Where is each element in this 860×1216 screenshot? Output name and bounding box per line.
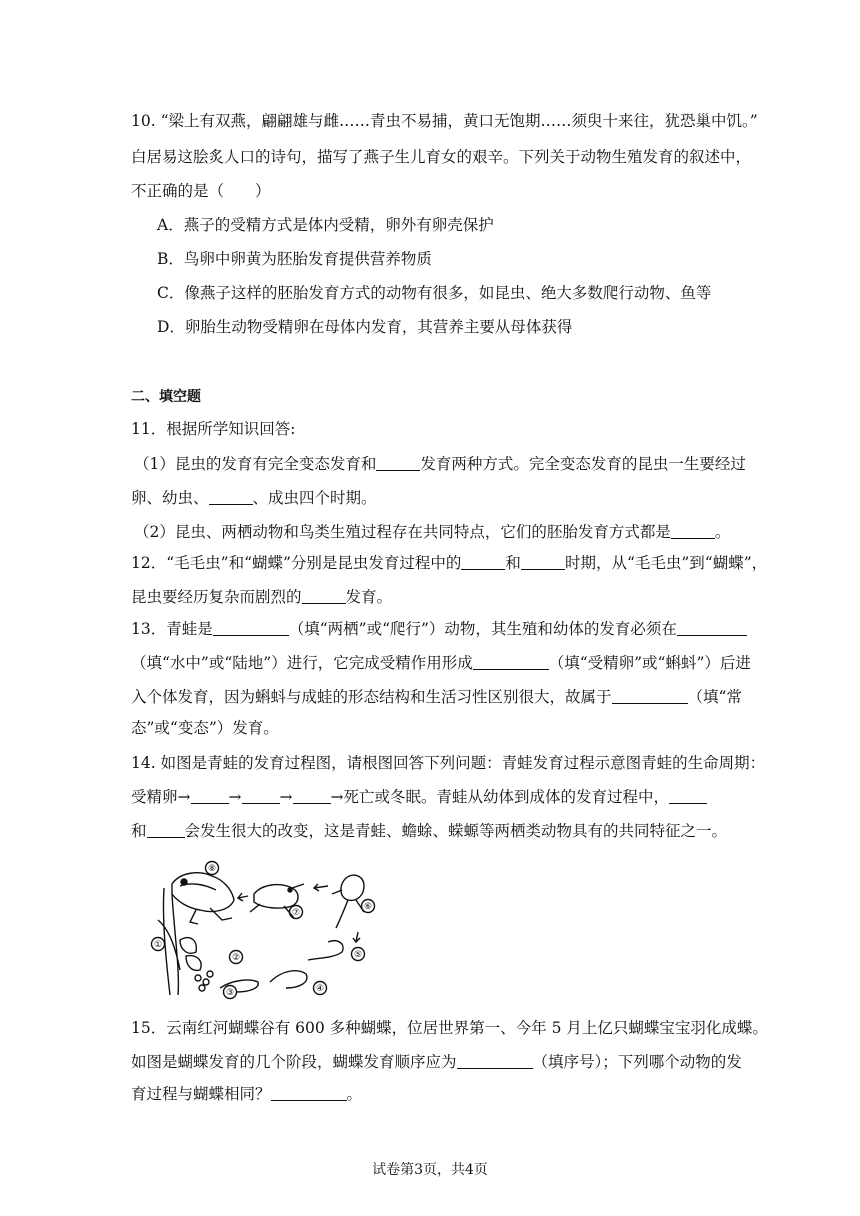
- figure-label: ⑤: [353, 950, 363, 960]
- answer-blank[interactable]: [677, 619, 747, 636]
- figure-label: ③: [225, 988, 235, 998]
- answer-blank[interactable]: [191, 787, 229, 804]
- figure-label: ⑥: [363, 902, 373, 912]
- answer-blank[interactable]: [461, 553, 505, 570]
- question-11-stem: 11．根据所学知识回答:: [131, 420, 296, 438]
- answer-blank[interactable]: [209, 488, 253, 505]
- option-d[interactable]: D．卵胎生动物受精卵在母体内发育，其营养主要从母体获得: [157, 318, 573, 336]
- answer-blank[interactable]: [213, 619, 289, 636]
- answer-blank[interactable]: [376, 454, 420, 471]
- answer-blank[interactable]: [671, 522, 715, 539]
- option-b[interactable]: B．鸟卵中卵黄为胚胎发育提供营养物质: [157, 250, 432, 268]
- question-14-line-2: 受精卵→ → → →死亡或冬眠。青蛙从幼体到成体的发育过程中，: [131, 786, 707, 808]
- figure-label: ⑦: [291, 908, 301, 918]
- answer-blank[interactable]: [271, 1084, 347, 1101]
- answer-blank[interactable]: [242, 787, 280, 804]
- question-10-line-3: 不正确的是（ ）: [131, 182, 271, 200]
- question-15-line-1: 15．云南红河蝴蝶谷有 600 多种蝴蝶，位居世界第一、今年 5 月上亿只蝴蝶宝宝羽化成蝶。: [131, 1019, 768, 1037]
- question-10-line-1: 10. “梁上有双燕，翩翩雄与雌……青虫不易捕，黄口无饱期……须臾十来往，犹恐巢中饥。”: [131, 112, 758, 130]
- answer-blank[interactable]: [302, 587, 346, 604]
- option-a[interactable]: A．燕子的受精方式是体内受精，卵外有卵壳保护: [157, 216, 494, 234]
- answer-blank[interactable]: [521, 553, 565, 570]
- question-12-line-2: 昆虫要经历复杂而剧烈的 发育。: [131, 588, 393, 606]
- question-15-line-3: 育过程与蝴蝶相同？ 。: [131, 1085, 363, 1103]
- frog-life-cycle-figure: [150, 860, 386, 1000]
- figure-label: ④: [315, 984, 325, 994]
- question-11-part-1-line-2: 卵、幼虫、 、成虫四个时期。: [131, 489, 377, 507]
- page-footer: 试卷第3页，共4页: [372, 1162, 488, 1178]
- question-11-part-1-line-1: （1）昆虫的发育有完全变态发育和 发育两种方式。完全变态发育的昆虫一生要经过: [134, 455, 746, 473]
- adult-frog: [172, 873, 234, 912]
- question-15-line-2: 如图是蝴蝶发育的几个阶段，蝴蝶发育顺序应为 （填序号）；下列哪个动物的发: [131, 1053, 742, 1071]
- question-12-line-1: 12．“毛毛虫”和“蝴蝶”分别是昆虫发育过程中的 和 时期，从“毛毛虫”到“蝴蝶”，: [131, 554, 768, 572]
- question-13-line-3: 入个体发育，因为蝌蚪与成蛙的形态结构和生活习性区别很大，故属于 （填“常: [131, 688, 742, 706]
- question-13-line-2: （填“水中”或“陆地”）进行，它完成受精作用形成 （填“受精卵”或“蝌蚪”）后进: [131, 654, 751, 672]
- answer-blank[interactable]: [669, 787, 707, 804]
- figure-label: ⑧: [207, 864, 217, 874]
- tadpole-5: [308, 941, 343, 960]
- figure-label: ②: [231, 953, 241, 963]
- answer-blank[interactable]: [147, 821, 185, 838]
- eggs: [195, 975, 201, 981]
- tadpole-4: [270, 971, 307, 988]
- question-10-line-2: 白居易这脍炙人口的诗句，描写了燕子生儿育女的艰辛。下列关于动物生殖发育的叙述中，: [131, 148, 752, 166]
- question-13-line-4: 态”或“变态”）发育。: [131, 719, 279, 737]
- froglet: [341, 875, 364, 900]
- question-13-line-1: 13．青蛙是 （填“两栖”或“爬行”）动物，其生殖和幼体的发育必须在: [131, 618, 747, 640]
- answer-blank[interactable]: [293, 787, 331, 804]
- answer-blank[interactable]: [457, 1052, 533, 1069]
- answer-blank[interactable]: [612, 687, 688, 704]
- question-14-line-3: 和 会发生很大的改变，这是青蛙、蟾蜍、蝾螈等两栖类动物具有的共同特征之一。: [131, 822, 728, 840]
- section-heading-fill-in: 二、填空题: [131, 389, 201, 405]
- option-c[interactable]: C．像燕子这样的胚胎发育方式的动物有很多，如昆虫、绝大多数爬行动物、鱼等: [157, 284, 712, 302]
- answer-blank[interactable]: [473, 653, 549, 670]
- figure-label: ①: [153, 940, 163, 950]
- question-14-line-1: 14. 如图是青蛙的发育过程图，请根图回答下列问题：青蛙发育过程示意图青蛙的生命周期：: [131, 754, 766, 772]
- question-11-part-2: （2）昆虫、两栖动物和鸟类生殖过程存在共同特点，它们的胚胎发育方式都是 。: [134, 523, 731, 541]
